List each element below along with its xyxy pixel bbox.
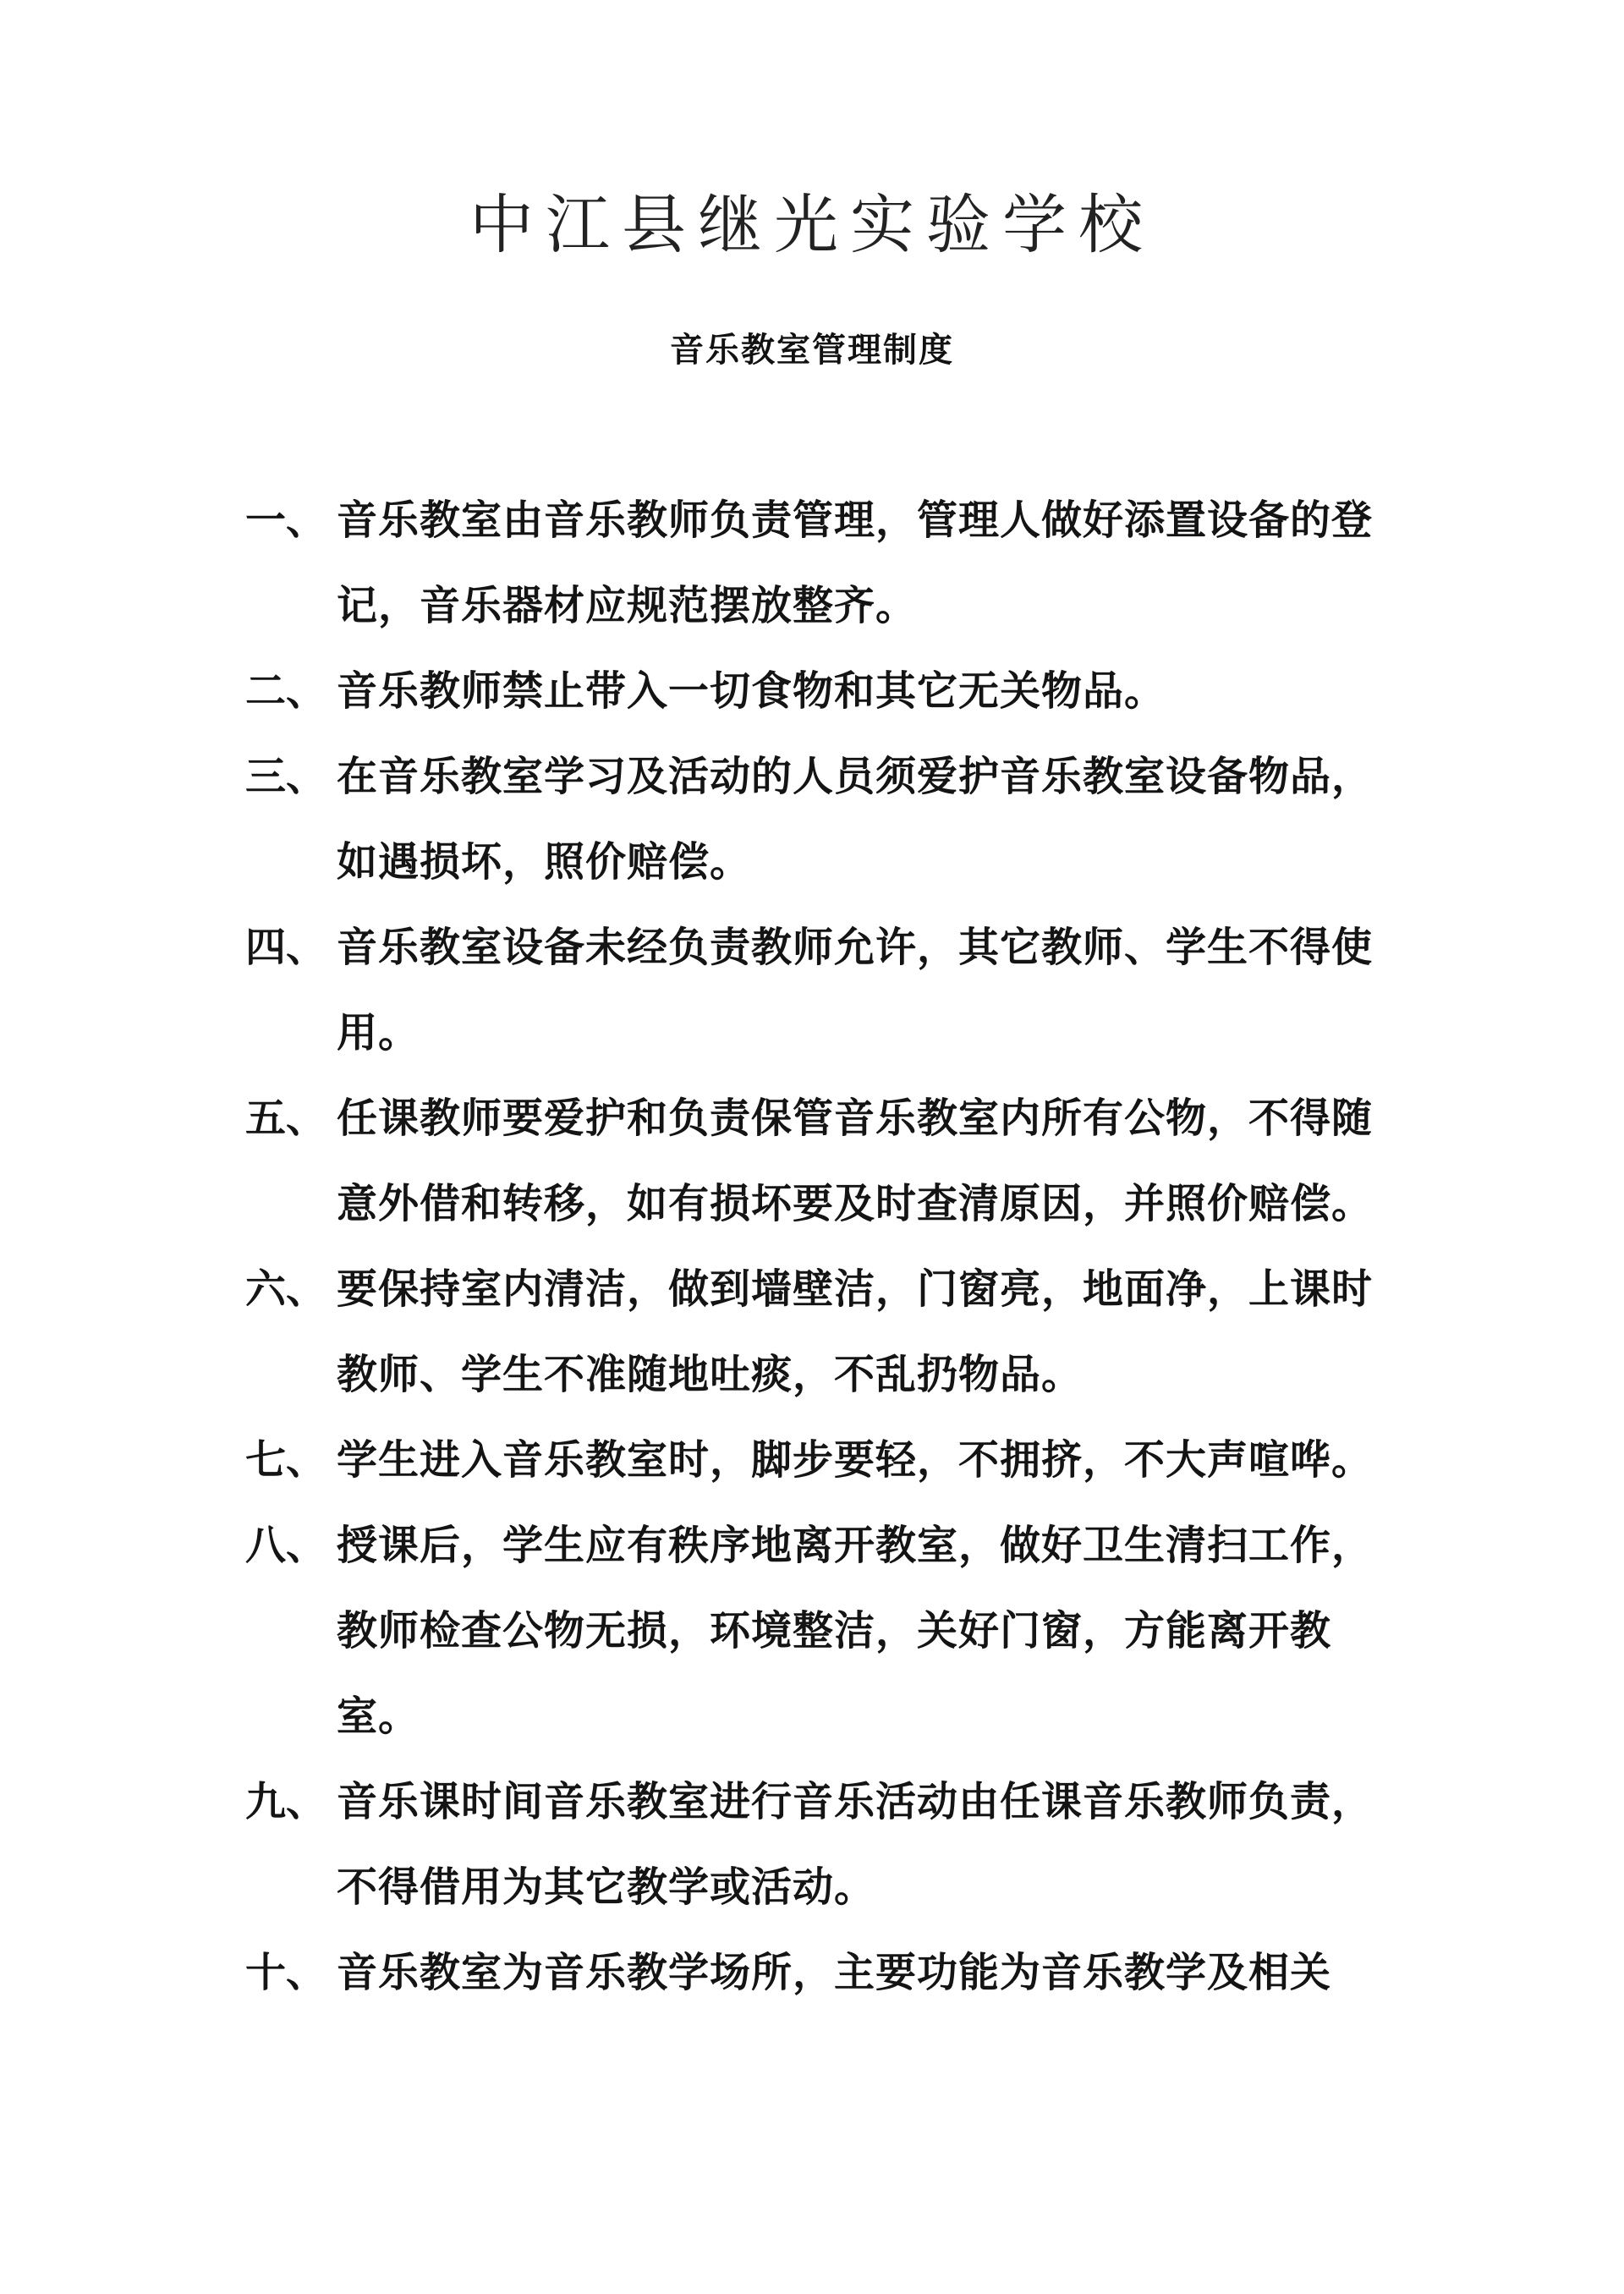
rule-number: 一、	[245, 497, 327, 544]
rule-number: 六、	[245, 1265, 327, 1313]
document-title: 音乐教室管理制度	[670, 331, 954, 370]
rule-item-10	[245, 1930, 1396, 2016]
rule-text: 音乐教室由音乐教师负责管理，管理人做好添置设备的登记，音乐器材应规范摆放整齐。	[337, 497, 1374, 629]
rule-text: 学生进入音乐教室时，脚步要轻，不拥挤，不大声喧哗。	[337, 1436, 1374, 1484]
rule-item-2	[245, 649, 1396, 734]
rule-number: 七、	[245, 1436, 327, 1484]
rule-text: 音乐教师禁止带入一切食物和其它无关物品。	[337, 667, 1166, 715]
rules-list	[245, 478, 1396, 2016]
rule-text: 音乐教室设备未经负责教师允许，其它教师、学生不得使用。	[337, 924, 1374, 1056]
rule-item-3	[245, 734, 1396, 905]
school-name: 中江县继光实验学校	[469, 187, 1155, 262]
rule-number: 九、	[245, 1778, 327, 1825]
rule-number: 二、	[245, 667, 327, 715]
rule-number: 八、	[245, 1522, 327, 1569]
rule-number: 十、	[245, 1949, 327, 1996]
rule-text: 在音乐教室学习及活动的人员须爱护音乐教室设备物品，如遇损坏，照价赔偿。	[337, 753, 1374, 886]
rule-item-7	[245, 1418, 1396, 1503]
rule-item-4	[245, 905, 1396, 1076]
rule-number: 三、	[245, 753, 327, 800]
rule-item-8	[245, 1503, 1396, 1759]
rule-text: 授课后，学生应有秩序地离开教室，做好卫生清扫工作，教师检查公物无损，环境整洁，关好门窗，方能离开教室。	[337, 1522, 1374, 1740]
rule-text: 音乐课时间音乐教室进行音乐活动由任课音乐教师负责，不得借用为其它教学或活动。	[337, 1778, 1374, 1911]
rule-item-9	[245, 1759, 1396, 1930]
rule-text: 要保持室内清洁，做到墙壁洁，门窗亮，地面净，上课时教师、学生不准随地吐痰，不乱扔物品。	[337, 1265, 1374, 1398]
rule-text: 音乐教室为音乐教学场所，主要功能为音乐教学及相关	[337, 1949, 1332, 1996]
rule-item-6	[245, 1247, 1396, 1418]
rule-item-1	[245, 478, 1396, 649]
rule-number: 五、	[245, 1095, 327, 1142]
rule-text: 任课教师要爱护和负责保管音乐教室内所有公物，不得随意外借和转移，如有损坏要及时查清原因，并照价赔偿。	[337, 1095, 1374, 1227]
rule-item-5	[245, 1076, 1396, 1247]
rule-number: 四、	[245, 924, 327, 971]
